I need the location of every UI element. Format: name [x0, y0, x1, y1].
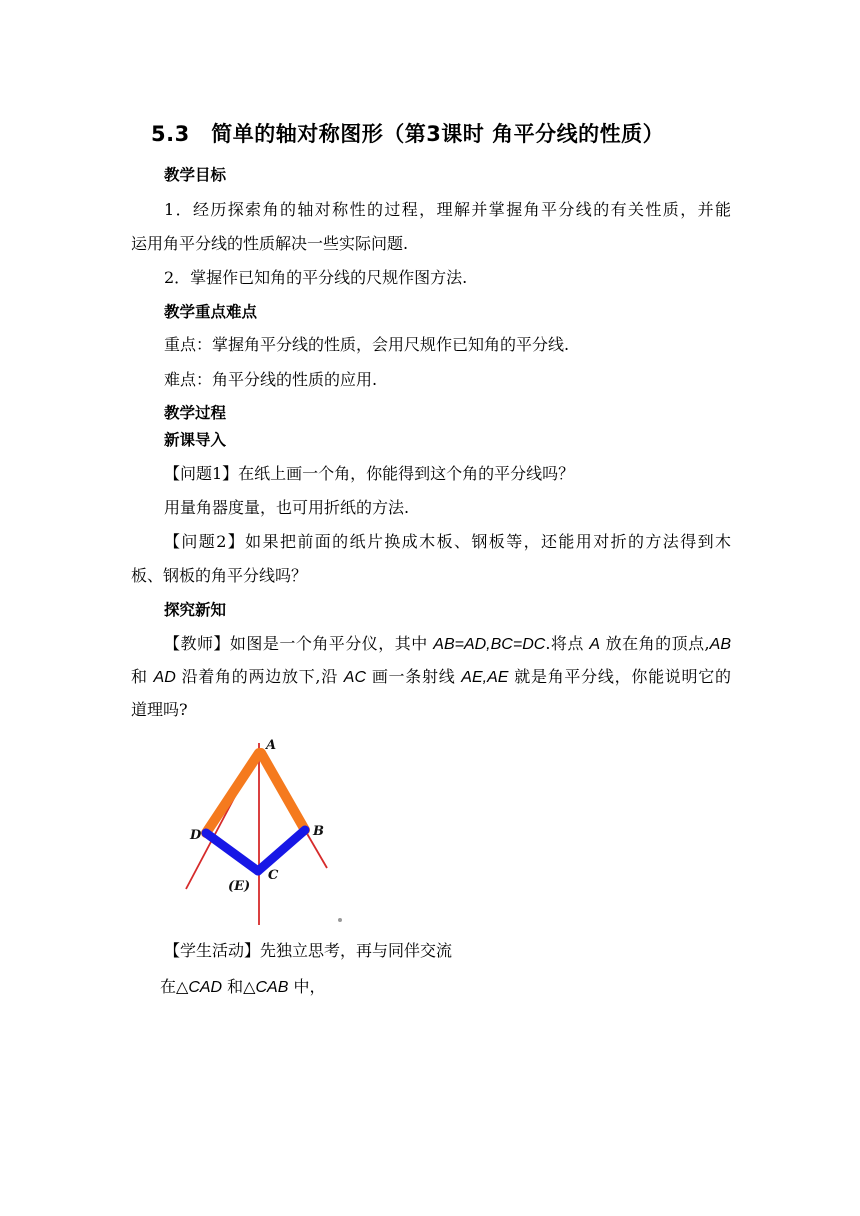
angle-bisector-instrument-figure: [184, 737, 364, 929]
process-heading: 教学过程: [164, 404, 227, 422]
teacher-mid-1: .将点: [545, 634, 590, 653]
triangle-pre: 在△: [160, 977, 189, 996]
stray-mark: [338, 918, 342, 922]
teacher-ac: AC: [343, 669, 367, 686]
question-2-line-2: 板、钢板的角平分线吗？: [131, 566, 308, 585]
question-1: 【问题1】在纸上画一个角，你能得到这个角的平分线吗？: [164, 464, 575, 483]
teacher-prefix: 【教师】如图是一个角平分仪，其中: [164, 634, 434, 653]
key-point: 重点：掌握角平分线的性质，会用尺规作已知角的平分线.: [164, 335, 570, 354]
teacher-ad: AD: [153, 669, 176, 686]
question-1-answer: 用量角器度量，也可用折纸的方法.: [164, 498, 410, 517]
teacher-line-2-mid-2: 画一条射线: [366, 667, 462, 686]
teacher-line-2-end: 就是角平分线，你能说明它的: [508, 667, 731, 686]
label-b: B: [313, 824, 324, 839]
label-d: D: [190, 828, 202, 843]
teacher-line-1: [164, 634, 731, 655]
question-2-line-1: 【问题2】如果把前面的纸片换成木板、钢板等，还能用对折的方法得到木: [164, 532, 731, 551]
goal-1-line-1: 1．经历探索角的轴对称性的过程，理解并掌握角平分线的有关性质，并能: [164, 200, 731, 219]
label-c: C: [268, 868, 279, 883]
key-difficult-heading: 教学重点难点: [164, 303, 258, 321]
triangle-mid: 和△: [222, 977, 256, 996]
teacher-line-3: 道理吗?: [131, 700, 188, 719]
student-activity: 【学生活动】先独立思考，再与同伴交流: [164, 941, 453, 960]
page-title: 5.3 简单的轴对称图形（第3课时 角平分线的性质）: [151, 122, 665, 146]
teacher-ae: AE,AE: [461, 669, 509, 686]
arm-ad: [206, 753, 259, 833]
teacher-line-2: [131, 667, 731, 688]
goal-1-line-2: 运用角平分线的性质解决一些实际问题.: [131, 234, 409, 253]
label-a: A: [266, 738, 277, 753]
triangle-cad: CAD: [188, 979, 223, 996]
goals-heading: 教学目标: [164, 166, 227, 184]
arm-dc: [206, 833, 258, 871]
arm-ab: [261, 753, 305, 830]
triangle-post: 中，: [288, 977, 326, 996]
teacher-line-2-mid-1: 沿着角的两边放下,沿: [175, 667, 344, 686]
teacher-and: 和: [131, 667, 154, 686]
intro-heading: 新课导入: [164, 431, 227, 449]
teacher-mid-2: 放在角的顶点,: [600, 634, 710, 653]
goal-2: 2．掌握作已知角的平分线的尺规作图方法.: [164, 268, 468, 287]
difficult-point: 难点：角平分线的性质的应用.: [164, 370, 378, 389]
teacher-ab: AB: [709, 636, 731, 653]
explore-heading: 探究新知: [164, 601, 227, 619]
label-e: (E): [228, 879, 251, 894]
triangle-cab: CAB: [255, 979, 289, 996]
teacher-equation: AB=AD,BC=DC: [433, 636, 546, 653]
triangle-line: [160, 977, 326, 998]
teacher-point-a: A: [589, 636, 601, 653]
arm-bc: [258, 830, 305, 871]
